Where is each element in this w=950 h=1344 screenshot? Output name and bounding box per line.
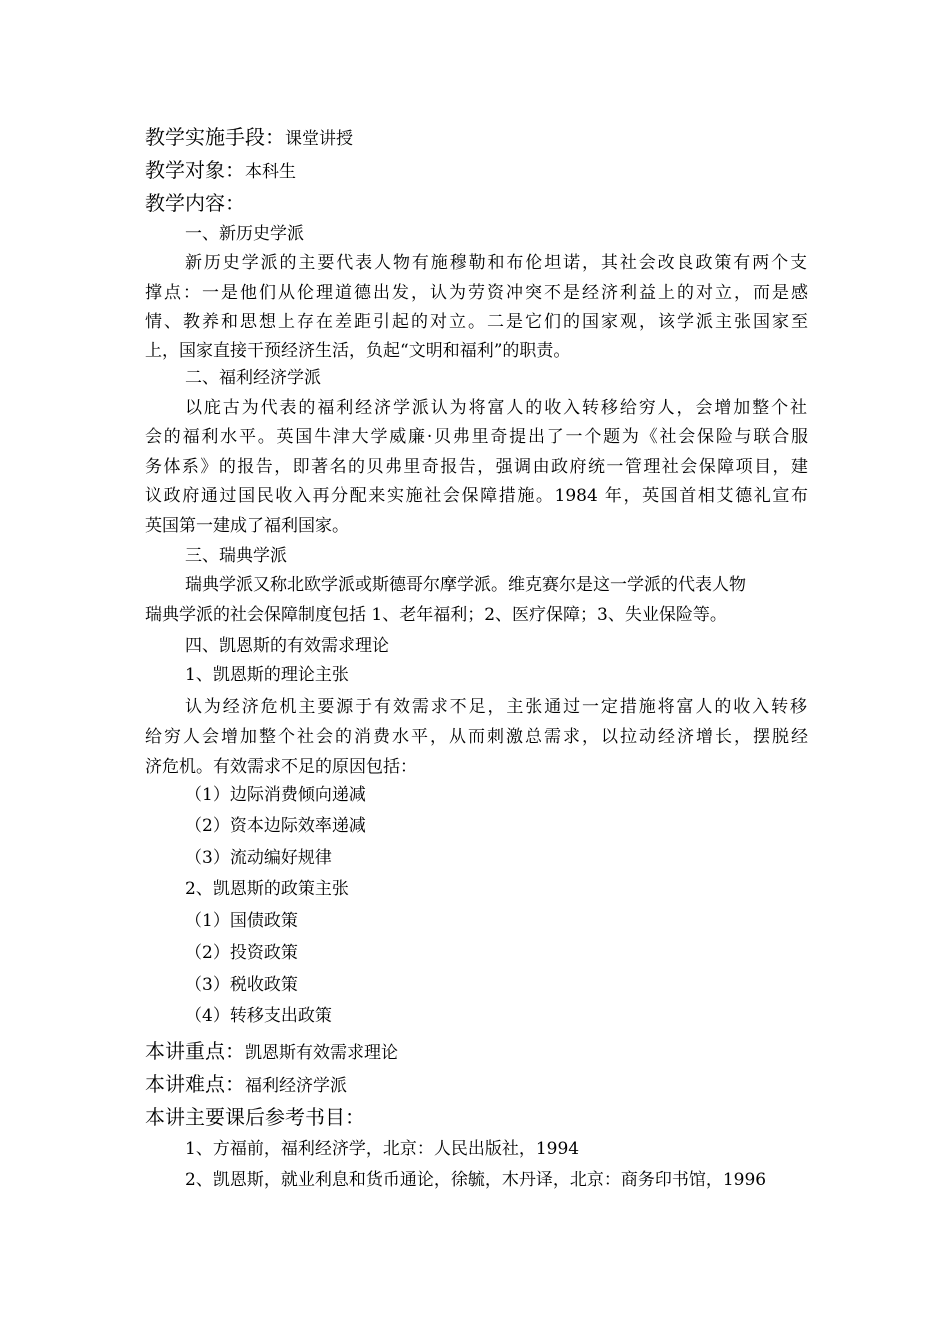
list-item: （2）投资政策 (185, 943, 298, 963)
paragraph-line: 会的福利水平。英国牛津大学威廉·贝弗里奇提出了一个题为《社会保险与联合服 (145, 427, 808, 447)
subheading-theory: 1、凯恩斯的理论主张 (185, 665, 349, 685)
list-item: （3）流动编好规律 (185, 848, 332, 868)
reference-item: 1、方福前，福利经济学，北京：人民出版社，1994 (185, 1139, 580, 1159)
audience-line (145, 160, 296, 181)
audience-value: 本科生 (245, 162, 296, 182)
focus-value: 凯恩斯有效需求理论 (245, 1043, 398, 1063)
paragraph-line: 新历史学派的主要代表人物有施穆勒和布伦坦诺，其社会改良政策有两个支 (185, 253, 807, 273)
focus-line (145, 1041, 398, 1062)
content-label: 教学内容： (145, 191, 245, 215)
section-heading-4: 四、凯恩斯的有效需求理论 (185, 636, 389, 656)
list-item: （2）资本边际效率递减 (185, 816, 366, 836)
paragraph-line: 认为经济危机主要源于有效需求不足，主张通过一定措施将富人的收入转移 (185, 697, 807, 717)
paragraph-line: 济危机。有效需求不足的原因包括： (145, 757, 417, 777)
section-heading-1: 一、新历史学派 (185, 224, 304, 244)
method-line (145, 127, 353, 148)
audience-label: 教学对象： (145, 158, 245, 182)
difficulty-label: 本讲难点： (145, 1072, 245, 1096)
paragraph-line: 情、教养和思想上存在差距引起的对立。二是它们的国家观，该学派主张国家至 (145, 312, 808, 332)
paragraph-line: 英国第一建成了福利国家。 (145, 516, 349, 536)
focus-label: 本讲重点： (145, 1039, 245, 1063)
reference-item: 2、凯恩斯，就业利息和货币通论，徐毓，木丹译，北京：商务印书馆，1996 (185, 1170, 767, 1190)
paragraph-line: 议政府通过国民收入再分配来实施社会保障措施。1984 年，英国首相艾德礼宣布 (145, 486, 808, 506)
paragraph-line: 瑞典学派的社会保障制度包括 1、老年福利；2、医疗保障；3、失业保险等。 (145, 605, 727, 625)
subheading-policy: 2、凯恩斯的政策主张 (185, 879, 349, 899)
paragraph-line: 上，国家直接干预经济生活，负起“文明和福利”的职责。 (145, 341, 571, 361)
method-value: 课堂讲授 (285, 129, 353, 149)
list-item: （4）转移支出政策 (185, 1006, 332, 1026)
paragraph-line: 务体系》的报告，即著名的贝弗里奇报告，强调由政府统一管理社会保障项目，建 (145, 457, 808, 477)
references-label: 本讲主要课后参考书目： (145, 1105, 365, 1129)
method-label: 教学实施手段： (145, 125, 285, 149)
difficulty-value: 福利经济学派 (245, 1076, 347, 1096)
paragraph-line: 给穷人会增加整个社会的消费水平，从而刺激总需求，以拉动经济增长，摆脱经 (145, 727, 808, 747)
section-heading-2: 二、福利经济学派 (185, 368, 321, 388)
list-item: （1）边际消费倾向递减 (185, 785, 366, 805)
paragraph-line: 瑞典学派又称北欧学派或斯德哥尔摩学派。维克赛尔是这一学派的代表人物 (185, 575, 746, 595)
paragraph-line: 撑点：一是他们从伦理道德出发，认为劳资冲突不是经济利益上的对立，而是感 (145, 283, 808, 303)
paragraph-line: 以庇古为代表的福利经济学派认为将富人的收入转移给穷人，会增加整个社 (185, 398, 807, 418)
list-item: （1）国债政策 (185, 911, 298, 931)
section-heading-3: 三、瑞典学派 (185, 546, 287, 566)
list-item: （3）税收政策 (185, 975, 298, 995)
difficulty-line (145, 1074, 347, 1095)
